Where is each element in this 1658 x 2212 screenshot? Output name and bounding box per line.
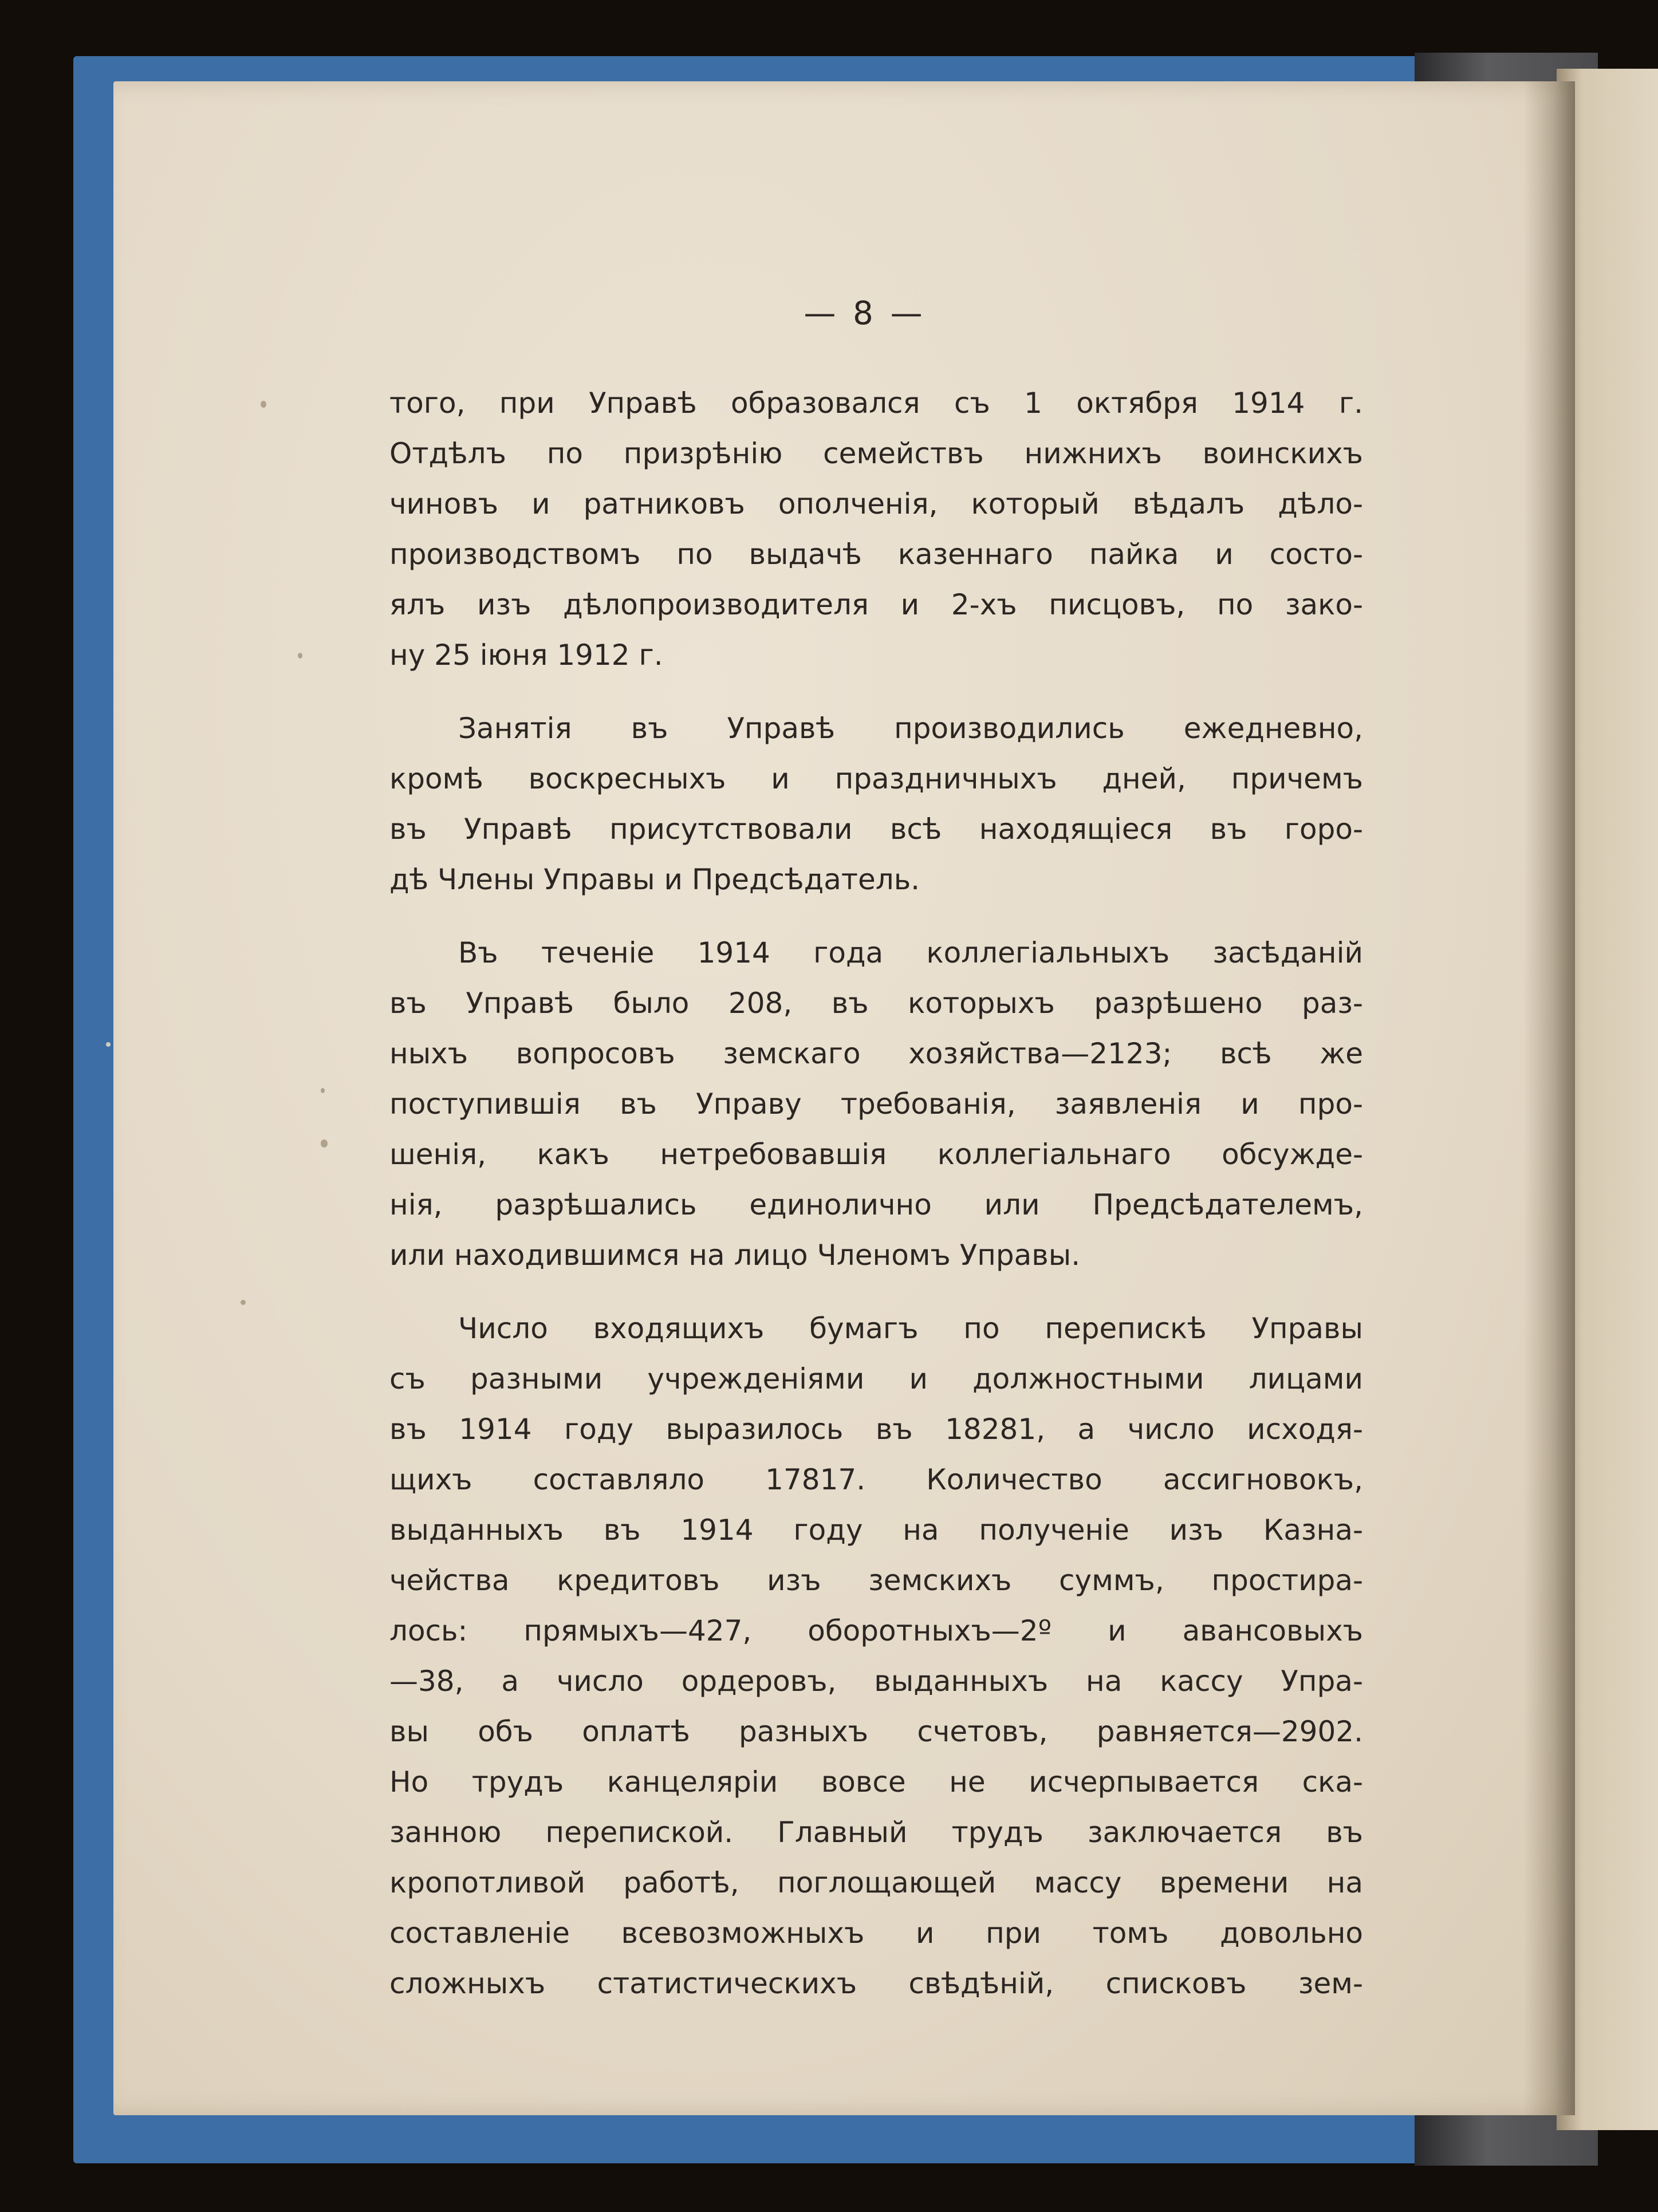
text-line: Но трудъ канцеляріи вовсе не исчерпывается ска- (389, 1765, 1363, 1799)
text-line: занною перепиской. Главный трудъ заключается въ (389, 1816, 1363, 1849)
paragraph (389, 928, 1363, 1280)
text-line: ныхъ вопросовъ земскаго хозяйства—2123; всѣ же (389, 1037, 1363, 1070)
text-line: или находившимся на лицо Членомъ Управы. (389, 1239, 1081, 1272)
text-line: чиновъ и ратниковъ ополченія, который вѣдалъ дѣло- (389, 487, 1363, 521)
page-text (389, 378, 1363, 2009)
paragraph (389, 378, 1363, 680)
paragraph (389, 1303, 1363, 2009)
text-line: въ Управѣ было 208, въ которыхъ разрѣшено раз- (389, 987, 1363, 1020)
paper-speck (261, 401, 266, 408)
text-line: выданныхъ въ 1914 году на полученіе изъ Казна- (389, 1513, 1363, 1547)
text-line: въ Управѣ присутствовали всѣ находящіеся въ горо- (389, 813, 1363, 846)
text-line: сложныхъ статистическихъ свѣдѣній, списковъ зем- (389, 1967, 1363, 2000)
text-line: нія, разрѣшались единолично или Предсѣдателемъ, (389, 1188, 1363, 1221)
text-line: составленіе всевозможныхъ и при томъ довольно (389, 1917, 1363, 1950)
text-line: того, при Управѣ образовался съ 1 октября 1914 г. (389, 387, 1363, 420)
paragraph (389, 703, 1363, 905)
page-number: — 8 — (804, 295, 926, 332)
text-line: въ 1914 году выразилось въ 18281, а число исходя- (389, 1413, 1363, 1446)
paper-speck (321, 1088, 325, 1093)
text-line: Занятія въ Управѣ производились ежедневно, (458, 712, 1363, 745)
text-line: лось: прямыхъ—427, оборотныхъ—2º и авансовыхъ (389, 1614, 1363, 1647)
text-line: ну 25 іюня 1912 г. (389, 638, 663, 672)
paper-speck (241, 1300, 246, 1305)
paper-speck (321, 1139, 328, 1148)
text-line: —38, а число ордеровъ, выданныхъ на кассу Упра- (389, 1665, 1363, 1698)
text-line: ялъ изъ дѣлопроизводителя и 2-хъ писцовъ, по зако- (389, 588, 1363, 621)
paper-speck (298, 653, 302, 659)
text-line: производствомъ по выдачѣ казеннаго пайка и состо- (389, 538, 1363, 571)
text-line: щихъ составляло 17817. Количество ассигновокъ, (389, 1463, 1363, 1496)
text-line: кропотливой работѣ, поглощающей массу времени на (389, 1866, 1363, 1899)
text-line: съ разными учрежденіями и должностными лицами (389, 1362, 1363, 1395)
text-line: вы объ оплатѣ разныхъ счетовъ, равняется—2902. (389, 1715, 1363, 1748)
text-line: Въ теченіе 1914 года коллегіальныхъ засѣданій (458, 936, 1363, 969)
text-line: шенія, какъ нетребовавшія коллегіальнаго обсужде- (389, 1138, 1363, 1171)
text-line: кромѣ воскресныхъ и праздничныхъ дней, причемъ (389, 762, 1363, 795)
text-line: Число входящихъ бумагъ по перепискѣ Управы (458, 1312, 1363, 1345)
paper-speck (106, 1042, 111, 1047)
text-line: поступившія въ Управу требованія, заявленія и про- (389, 1087, 1363, 1121)
text-line: дѣ Члены Управы и Предсѣдатель. (389, 863, 920, 896)
text-line: Отдѣлъ по призрѣнію семействъ нижнихъ воинскихъ (389, 437, 1363, 470)
page-gutter-shadow (1523, 81, 1575, 2115)
text-line: чейства кредитовъ изъ земскихъ суммъ, простира- (389, 1564, 1363, 1597)
